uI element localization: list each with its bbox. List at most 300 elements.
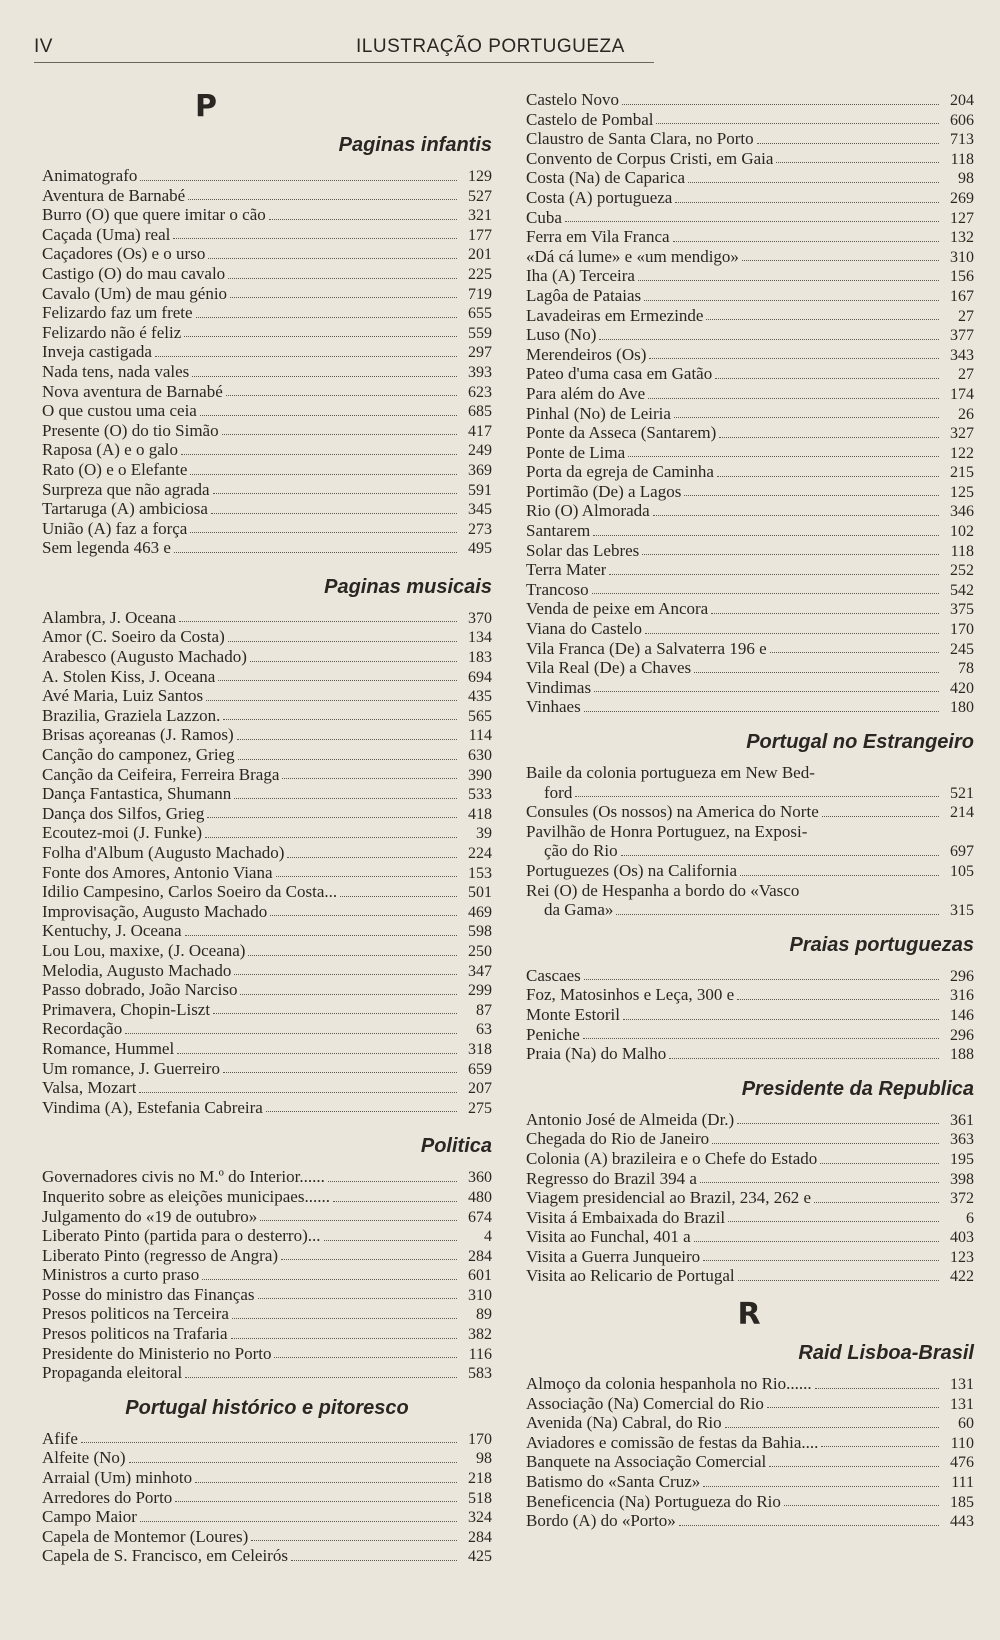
index-entry xyxy=(42,1488,492,1508)
entry-title: Chegada do Rio de Janeiro xyxy=(526,1129,710,1149)
entry-page-number: 324 xyxy=(468,1509,492,1527)
index-entry xyxy=(526,404,974,424)
dot-leader xyxy=(202,1278,457,1280)
section-title-raid-lisboa-brasil: Raid Lisboa-Brasil xyxy=(798,1342,974,1365)
entry-page-number: 435 xyxy=(468,688,492,706)
entry-page-number: 63 xyxy=(476,1021,492,1039)
entry-title: Valsa, Mozart xyxy=(42,1078,137,1098)
entry-title: Burro (O) que quere imitar o cão xyxy=(42,205,266,225)
entry-title: União (A) faz a força xyxy=(42,518,188,538)
entry-title: Lavadeiras em Ermezinde xyxy=(526,305,704,325)
dot-leader xyxy=(820,1162,939,1164)
index-entry xyxy=(42,303,492,323)
entry-page-number: 694 xyxy=(468,668,492,686)
entry-page-number: 180 xyxy=(950,699,974,717)
dot-leader xyxy=(181,453,457,455)
index-entry xyxy=(526,1110,974,1130)
index-entry xyxy=(42,706,492,726)
index-entry xyxy=(42,725,492,745)
index-entry xyxy=(526,599,974,619)
index-entry xyxy=(526,423,974,443)
entry-title: O que custou uma ceia xyxy=(42,401,197,421)
index-entry xyxy=(42,1246,492,1266)
index-entry xyxy=(42,244,492,264)
index-entry xyxy=(526,325,974,345)
index-entry xyxy=(526,501,974,521)
dot-leader xyxy=(81,1441,457,1443)
entry-title: Arredores do Porto xyxy=(42,1487,173,1507)
dot-leader xyxy=(333,1200,457,1202)
index-entry xyxy=(526,1149,974,1169)
entry-title: Alfeite (No) xyxy=(42,1448,126,1468)
index-entry xyxy=(526,658,974,678)
dot-leader xyxy=(155,355,457,357)
index-entry xyxy=(526,1227,974,1247)
entry-title: Um romance, J. Guerreiro xyxy=(42,1058,220,1078)
entry-title: Idilio Campesino, Carlos Soeiro da Costa... xyxy=(42,882,338,902)
entry-page-number: 719 xyxy=(468,285,492,303)
index-entry xyxy=(42,1527,492,1547)
index-entry xyxy=(526,802,974,822)
dot-leader xyxy=(742,259,939,261)
entry-page-number: 105 xyxy=(950,862,974,880)
index-letter-p: P xyxy=(195,89,219,124)
entry-title: Felizardo faz um frete xyxy=(42,303,193,323)
entry-title: Liberato Pinto (partida para o desterro)... xyxy=(42,1226,321,1246)
entry-page-number: 591 xyxy=(468,481,492,499)
section-title-politica: Politica xyxy=(420,1135,492,1158)
entry-page-number: 393 xyxy=(468,363,492,381)
list-politica xyxy=(42,1167,492,1383)
entry-page-number: 201 xyxy=(468,246,492,264)
index-entry xyxy=(526,306,974,326)
entry-title: Bordo (A) do «Porto» xyxy=(526,1511,676,1531)
entry-page-number: 565 xyxy=(468,707,492,725)
entry-title: Animatografo xyxy=(42,166,138,185)
dot-leader xyxy=(211,512,457,514)
entry-page-number: 110 xyxy=(950,1434,974,1452)
dot-leader xyxy=(228,640,457,642)
dot-leader xyxy=(190,531,457,533)
entry-title: Propaganda eleitoral xyxy=(42,1363,183,1383)
entry-page-number: 252 xyxy=(950,562,974,580)
index-entry xyxy=(42,323,492,343)
index-entry xyxy=(42,1059,492,1079)
entry-page-number: 345 xyxy=(468,501,492,519)
entry-page-number: 713 xyxy=(950,131,974,149)
index-entry xyxy=(526,1129,974,1149)
entry-page-number: 127 xyxy=(950,209,974,227)
entry-title: Folha d'Album (Augusto Machado) xyxy=(42,843,285,862)
dot-leader xyxy=(575,795,939,797)
index-entry xyxy=(526,1511,974,1531)
entry-title: Lou Lou, maxixe, (J. Oceana) xyxy=(42,940,246,960)
index-entry xyxy=(526,1374,974,1394)
entry-page-number: 623 xyxy=(468,383,492,401)
entry-page-number: 360 xyxy=(468,1169,492,1187)
dot-leader xyxy=(175,1500,457,1502)
index-entry xyxy=(526,1247,974,1267)
entry-title: Avé Maria, Luiz Santos xyxy=(42,686,204,706)
entry-page-number: 346 xyxy=(950,503,974,521)
entry-title: Merendeiros (Os) xyxy=(526,344,647,364)
index-entry xyxy=(526,149,974,169)
entry-page-number: 98 xyxy=(476,1450,492,1468)
dot-leader xyxy=(248,954,457,956)
entry-title-text: ford xyxy=(544,782,573,802)
list-portugal-historico-continued xyxy=(526,90,974,717)
dot-leader xyxy=(208,257,457,259)
entry-title: Convento de Corpus Cristi, em Gaia xyxy=(526,148,774,168)
entry-title: Posse do ministro das Finanças xyxy=(42,1284,255,1304)
dot-leader xyxy=(814,1201,939,1203)
right-column xyxy=(526,90,974,1531)
entry-title: Viagem presidencial ao Brazil, 234, 262 e xyxy=(526,1188,812,1208)
entry-title: Portuguezes (Os) na California xyxy=(526,860,738,880)
dot-leader xyxy=(653,514,939,516)
index-entry xyxy=(42,382,492,402)
entry-page-number: 296 xyxy=(950,1026,974,1044)
entry-page-number: 218 xyxy=(468,1470,492,1488)
entry-title: Governadores civis no M.º do Interior...... xyxy=(42,1167,325,1187)
dot-leader xyxy=(340,895,457,897)
dot-leader xyxy=(230,296,457,298)
entry-title: Ministros a curto praso xyxy=(42,1265,200,1285)
dot-leader xyxy=(583,1037,939,1039)
index-entry xyxy=(42,1226,492,1246)
index-entry xyxy=(526,985,974,1005)
index-entry xyxy=(42,745,492,765)
entry-page-number: 370 xyxy=(468,609,492,627)
entry-title: Aviadores e comissão de festas da Bahia.... xyxy=(526,1432,819,1452)
dot-leader xyxy=(195,1481,457,1483)
dot-leader xyxy=(139,1091,457,1093)
entry-title: Brisas açoreanas (J. Ramos) xyxy=(42,725,234,745)
index-entry xyxy=(42,882,492,902)
entry-title: Raposa (A) e o galo xyxy=(42,440,178,460)
entry-title: Inquerito sobre as eleições municipaes...... xyxy=(42,1186,330,1206)
index-entry xyxy=(526,1208,974,1228)
dot-leader xyxy=(223,718,457,720)
entry-title: «Dá cá lume» e «um mendigo» xyxy=(526,246,739,266)
entry-page-number: 204 xyxy=(950,92,974,109)
index-entry xyxy=(42,1078,492,1098)
dot-leader xyxy=(222,433,457,435)
dot-leader xyxy=(594,690,939,692)
index-entry xyxy=(42,1167,492,1187)
index-entry xyxy=(42,264,492,284)
dot-leader xyxy=(192,375,457,377)
index-entry xyxy=(526,521,974,541)
entry-title: Sem legenda 463 e xyxy=(42,538,171,558)
entry-page-number: 87 xyxy=(476,1001,492,1019)
entry-title: Antonio José de Almeida (Dr.) xyxy=(526,1109,735,1129)
entry-page-number: 245 xyxy=(950,640,974,658)
entry-page-number: 170 xyxy=(468,1430,492,1448)
entry-title: Venda de peixe em Ancora xyxy=(526,599,709,619)
index-entry xyxy=(526,1472,974,1492)
entry-page-number: 129 xyxy=(468,168,492,185)
dot-leader xyxy=(688,181,939,183)
dot-leader xyxy=(821,1445,939,1447)
entry-title: Presente (O) do tio Simão xyxy=(42,420,219,440)
dot-leader xyxy=(584,710,939,712)
index-entry xyxy=(42,765,492,785)
entry-page-number: 146 xyxy=(950,1006,974,1024)
index-entry xyxy=(42,421,492,441)
entry-page-number: 26 xyxy=(958,405,974,423)
entry-page-number: 398 xyxy=(950,1170,974,1188)
entry-title: Castigo (O) do mau cavalo xyxy=(42,263,226,283)
entry-title: Liberato Pinto (regresso de Angra) xyxy=(42,1245,279,1265)
entry-title: Avenida (Na) Cabral, do Rio xyxy=(526,1413,722,1433)
entry-page-number: 122 xyxy=(950,444,974,462)
entry-page-number: 521 xyxy=(950,784,974,802)
dot-leader xyxy=(140,179,457,181)
entry-title: Cascaes xyxy=(526,965,581,985)
entry-page-number: 134 xyxy=(468,629,492,647)
entry-title: Vila Real (De) a Chaves xyxy=(526,658,692,678)
index-entry xyxy=(526,208,974,228)
index-entry xyxy=(42,980,492,1000)
entry-page-number: 422 xyxy=(950,1268,974,1286)
index-entry xyxy=(42,1000,492,1020)
dot-leader xyxy=(276,875,457,877)
index-entry xyxy=(526,384,974,404)
dot-leader xyxy=(644,299,939,301)
dot-leader xyxy=(769,1465,939,1467)
index-entry xyxy=(42,1098,492,1118)
entry-page-number: 655 xyxy=(468,305,492,323)
dot-leader xyxy=(266,1110,457,1112)
section-title-portugal-no-estrangeiro: Portugal no Estrangeiro xyxy=(746,731,974,753)
entry-page-number: 123 xyxy=(950,1248,974,1266)
entry-title: Canção do camponez, Grieg xyxy=(42,745,235,765)
index-entry xyxy=(42,1265,492,1285)
index-entry xyxy=(526,763,974,802)
dot-leader xyxy=(232,1317,457,1319)
index-entry xyxy=(526,1492,974,1512)
entry-page-number: 114 xyxy=(468,727,492,745)
entry-title-line: Pavilhão de Honra Portuguez, na Exposi- xyxy=(526,821,808,841)
entry-title: Visita a Guerra Junqueiro xyxy=(526,1246,701,1266)
dot-leader xyxy=(648,397,939,399)
entry-page-number: 78 xyxy=(958,660,974,678)
entry-page-number: 249 xyxy=(468,442,492,460)
entry-page-number: 310 xyxy=(950,248,974,266)
entry-page-number: 659 xyxy=(468,1060,492,1078)
index-entry xyxy=(42,1344,492,1364)
entry-title: Recordação xyxy=(42,1019,123,1039)
entry-page-number: 390 xyxy=(468,766,492,784)
index-entry xyxy=(42,667,492,687)
index-entry xyxy=(42,804,492,824)
index-entry xyxy=(42,284,492,304)
index-entry xyxy=(526,345,974,365)
entry-title: Primavera, Chopin-Liszt xyxy=(42,999,211,1019)
list-presidente-da-republica xyxy=(526,1110,974,1286)
entry-page-number: 4 xyxy=(484,1228,492,1246)
index-entry xyxy=(526,90,974,110)
entry-title: Passo dobrado, João Narciso xyxy=(42,980,238,1000)
index-entry xyxy=(526,482,974,502)
entry-title: Vindima (A), Estefania Cabreira xyxy=(42,1097,263,1117)
entry-title: Para além do Ave xyxy=(526,383,646,403)
entry-page-number: 185 xyxy=(950,1493,974,1511)
index-entry xyxy=(42,499,492,519)
index-entry xyxy=(42,166,492,186)
index-entry xyxy=(526,580,974,600)
dot-leader xyxy=(251,1539,457,1541)
entry-page-number: 118 xyxy=(950,542,974,560)
dot-leader xyxy=(757,142,939,144)
index-entry xyxy=(42,823,492,843)
entry-title: Presos politicos na Trafaria xyxy=(42,1324,228,1344)
list-paginas-infantis xyxy=(42,166,492,558)
entry-page-number: 559 xyxy=(468,324,492,342)
entry-page-number: 375 xyxy=(950,601,974,619)
dot-leader xyxy=(642,553,939,555)
entry-title: Tartaruga (A) ambiciosa xyxy=(42,499,208,519)
entry-title: Consules (Os nossos) na America do Norte xyxy=(526,802,819,822)
entry-page-number: 606 xyxy=(950,111,974,129)
dot-leader xyxy=(185,934,457,936)
index-entry xyxy=(526,443,974,463)
dot-leader xyxy=(584,978,939,980)
entry-page-number: 6 xyxy=(966,1209,974,1227)
dot-leader xyxy=(656,122,939,124)
entry-title: Presidente do Ministerio no Porto xyxy=(42,1343,272,1363)
entry-title: Dança Fantastica, Shumann xyxy=(42,784,232,804)
dot-leader xyxy=(129,1461,457,1463)
entry-page-number: 153 xyxy=(468,864,492,882)
entry-title: Improvisação, Augusto Machado xyxy=(42,901,268,921)
entry-page-number: 39 xyxy=(476,825,492,843)
index-entry xyxy=(42,863,492,883)
entry-title: A. Stolen Kiss, J. Oceana xyxy=(42,666,216,686)
entry-title: Nova aventura de Barnabé xyxy=(42,381,223,401)
entry-page-number: 685 xyxy=(468,403,492,421)
entry-title: Brazilia, Graziela Lazzon. xyxy=(42,705,221,725)
entry-page-number: 476 xyxy=(950,1454,974,1472)
entry-title: Ferra em Vila Franca xyxy=(526,227,670,247)
magazine-title: ILUSTRAÇÃO PORTUGUEZA xyxy=(356,36,625,57)
index-entry xyxy=(526,1452,974,1472)
dot-leader xyxy=(815,1387,939,1389)
entry-page-number: 630 xyxy=(468,747,492,765)
index-entry xyxy=(526,881,974,920)
index-entry xyxy=(42,941,492,961)
dot-leader xyxy=(140,1520,457,1522)
section-title-portugal-historico: Portugal histórico e pitoresco xyxy=(125,1396,409,1419)
dot-leader xyxy=(234,797,457,799)
section-title-praias-portuguezas: Praias portuguezas xyxy=(789,933,974,956)
dot-leader xyxy=(196,316,457,318)
index-entry xyxy=(42,205,492,225)
dot-leader xyxy=(174,551,457,553)
list-raid-lisboa-brasil xyxy=(526,1374,974,1531)
entry-page-number: 697 xyxy=(950,843,974,861)
entry-title: Arraial (Um) minhoto xyxy=(42,1468,193,1488)
dot-leader xyxy=(776,161,939,163)
entry-title-text: ção do Rio xyxy=(544,841,618,861)
index-entry xyxy=(42,519,492,539)
entry-title: Amor (C. Soeiro da Costa) xyxy=(42,627,225,647)
index-entry xyxy=(42,1468,492,1488)
index-entry xyxy=(526,462,974,482)
index-entry xyxy=(526,619,974,639)
entry-page-number: 420 xyxy=(950,679,974,697)
index-entry xyxy=(526,1266,974,1286)
entry-title: Ecoutez-moi (J. Funke) xyxy=(42,823,203,843)
entry-title: Colonia (A) brazileira e o Chefe do Estado xyxy=(526,1148,818,1168)
dot-leader xyxy=(270,914,457,916)
entry-page-number: 343 xyxy=(950,346,974,364)
entry-title: Foz, Matosinhos e Leça, 300 e xyxy=(526,985,735,1005)
entry-page-number: 183 xyxy=(468,649,492,667)
dot-leader xyxy=(287,856,457,858)
index-entry xyxy=(42,1019,492,1039)
index-entry xyxy=(526,1188,974,1208)
dot-leader xyxy=(173,237,457,239)
index-entry xyxy=(42,686,492,706)
entry-title: Capela de Montemor (Loures) xyxy=(42,1526,249,1546)
entry-title-continuation xyxy=(526,841,974,861)
index-entry xyxy=(526,560,974,580)
dot-leader xyxy=(223,1071,457,1073)
dot-leader xyxy=(711,612,939,614)
index-entry xyxy=(526,1005,974,1025)
entry-title: Julgamento do «19 de outubro» xyxy=(42,1206,258,1226)
entry-page-number: 601 xyxy=(468,1267,492,1285)
index-entry xyxy=(42,902,492,922)
index-entry xyxy=(42,843,492,863)
entry-title: Campo Maior xyxy=(42,1507,137,1527)
entry-title: Vinhaes xyxy=(526,697,581,717)
dot-leader xyxy=(250,660,457,662)
dot-leader xyxy=(717,475,939,477)
dot-leader xyxy=(638,279,939,281)
entry-page-number: 269 xyxy=(950,189,974,207)
entry-page-number: 377 xyxy=(950,327,974,345)
dot-leader xyxy=(274,1356,457,1358)
entry-page-number: 131 xyxy=(950,1376,974,1394)
list-praias-portuguezas xyxy=(526,966,974,1064)
entry-page-number: 347 xyxy=(468,962,492,980)
index-entry xyxy=(42,961,492,981)
dot-leader xyxy=(609,573,939,575)
section-title-paginas-infantis: Paginas infantis xyxy=(338,134,492,156)
entry-page-number: 224 xyxy=(468,845,492,862)
entry-title: Melodia, Augusto Machado xyxy=(42,960,232,980)
entry-title: Presos politicos na Terceira xyxy=(42,1304,229,1324)
entry-page-number: 674 xyxy=(468,1208,492,1226)
entry-page-number: 417 xyxy=(468,422,492,440)
dot-leader xyxy=(238,758,457,760)
entry-page-number: 583 xyxy=(468,1365,492,1383)
entry-page-number: 299 xyxy=(468,982,492,1000)
entry-title: Porta da egreja de Caminha xyxy=(526,462,714,482)
entry-title: Claustro de Santa Clara, no Porto xyxy=(526,129,754,149)
dot-leader xyxy=(703,1259,939,1261)
index-entry xyxy=(526,286,974,306)
entry-title: Vindimas xyxy=(526,677,592,697)
index-entry xyxy=(42,627,492,647)
dot-leader xyxy=(738,1279,939,1281)
dot-leader xyxy=(184,335,457,337)
index-entry xyxy=(42,1285,492,1305)
entry-title: Aventura de Barnabé xyxy=(42,185,186,205)
